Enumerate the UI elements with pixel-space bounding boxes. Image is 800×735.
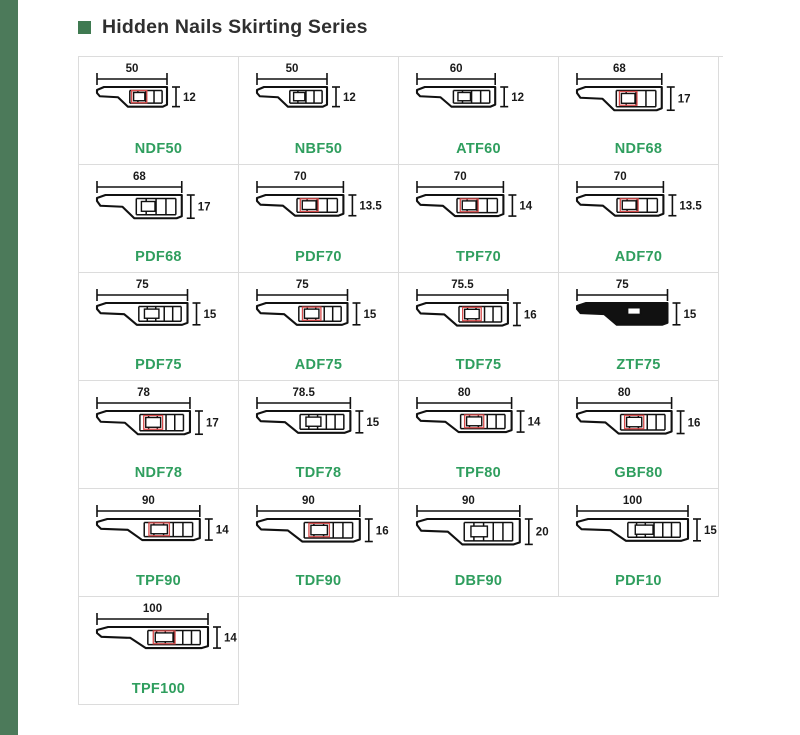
profile-drawing <box>399 61 559 139</box>
profile-drawing <box>79 601 239 679</box>
height-dimension: 13.5 <box>679 200 702 213</box>
height-dimension: 12 <box>183 91 196 104</box>
width-dimension: 90 <box>302 495 315 507</box>
width-dimension: 75 <box>615 279 629 291</box>
product-cell[interactable] <box>399 489 559 597</box>
width-dimension: 75 <box>295 279 309 291</box>
page-title-text: Hidden Nails Skirting Series <box>102 16 368 38</box>
product-code-label: NBF50 <box>294 141 343 157</box>
height-dimension: 20 <box>535 526 549 539</box>
product-cell[interactable] <box>79 273 239 381</box>
width-dimension: 50 <box>125 63 139 75</box>
profile-outline <box>577 303 668 325</box>
height-dimension: 16 <box>687 417 701 430</box>
width-dimension: 70 <box>613 171 627 183</box>
product-code-label: ADF70 <box>614 249 663 265</box>
width-dimension: 75.5 <box>451 279 474 291</box>
profile-drawing <box>559 61 719 139</box>
width-dimension: 70 <box>453 171 467 183</box>
product-cell[interactable] <box>559 57 719 165</box>
profile-drawing <box>79 493 239 571</box>
left-accent-band <box>0 0 18 735</box>
product-code-label: ADF75 <box>294 357 343 373</box>
height-dimension: 13.5 <box>359 200 382 213</box>
width-dimension: 90 <box>462 495 475 507</box>
width-dimension: 100 <box>622 495 643 507</box>
width-dimension: 68 <box>612 63 626 75</box>
height-dimension: 16 <box>375 525 389 538</box>
product-cell[interactable] <box>399 273 559 381</box>
product-code-label: ATF60 <box>456 141 501 157</box>
height-dimension: 17 <box>197 201 211 214</box>
width-dimension: 75 <box>135 279 149 291</box>
profile-drawing <box>239 277 399 355</box>
product-code-label: ZTF75 <box>616 357 661 373</box>
profile-drawing <box>79 61 239 139</box>
height-dimension: 15 <box>203 308 217 321</box>
product-cell[interactable] <box>79 381 239 489</box>
profile-drawing <box>399 385 559 463</box>
product-code-label: TPF80 <box>455 465 501 481</box>
profile-drawing <box>559 385 719 463</box>
product-cell[interactable] <box>239 57 399 165</box>
width-dimension: 78.5 <box>292 387 315 399</box>
product-cell[interactable] <box>239 165 399 273</box>
square-bullet-icon <box>78 21 91 34</box>
content-area <box>30 0 800 735</box>
product-code-label: NDF78 <box>134 465 183 481</box>
product-code-label: TDF90 <box>295 573 342 589</box>
height-dimension: 14 <box>215 524 229 537</box>
product-code-label: TPF70 <box>455 249 501 265</box>
height-dimension: 12 <box>511 91 524 104</box>
product-code-label: PDF75 <box>135 357 182 373</box>
product-code-label: TPF100 <box>131 681 186 697</box>
product-code-label: PDF68 <box>135 249 182 265</box>
width-dimension: 80 <box>617 387 631 399</box>
left-band-gap <box>18 0 30 735</box>
width-dimension: 60 <box>449 63 463 75</box>
product-cell[interactable] <box>559 165 719 273</box>
profile-drawing <box>399 277 559 355</box>
profile-drawing <box>399 493 559 571</box>
height-dimension: 17 <box>677 93 691 106</box>
product-code-label: PDF70 <box>295 249 342 265</box>
profile-drawing <box>239 493 399 571</box>
product-code-label: NDF50 <box>134 141 183 157</box>
height-dimension: 14 <box>527 416 541 429</box>
profile-drawing <box>239 61 399 139</box>
product-code-label: GBF80 <box>614 465 663 481</box>
profile-drawing <box>559 493 719 571</box>
profile-drawing <box>399 169 559 247</box>
height-dimension: 15 <box>683 308 697 321</box>
product-cell[interactable] <box>559 273 719 381</box>
height-dimension: 15 <box>363 308 377 321</box>
product-code-label: PDF10 <box>615 573 662 589</box>
height-dimension: 12 <box>343 91 356 104</box>
width-dimension: 100 <box>142 603 163 615</box>
profile-drawing <box>79 169 239 247</box>
product-cell[interactable] <box>399 57 559 165</box>
product-grid <box>78 56 723 705</box>
profile-drawing <box>559 169 719 247</box>
product-cell[interactable] <box>79 165 239 273</box>
height-dimension: 15 <box>704 524 717 537</box>
product-cell[interactable] <box>79 57 239 165</box>
width-dimension: 80 <box>457 387 471 399</box>
height-dimension: 17 <box>205 417 219 430</box>
product-cell[interactable] <box>79 489 239 597</box>
product-code-label: TPF90 <box>135 573 181 589</box>
height-dimension: 16 <box>523 309 537 322</box>
width-dimension: 90 <box>142 495 155 507</box>
height-dimension: 14 <box>519 200 533 213</box>
product-cell[interactable] <box>239 273 399 381</box>
product-code-label: TDF75 <box>455 357 502 373</box>
product-cell[interactable] <box>239 489 399 597</box>
width-dimension: 70 <box>293 171 307 183</box>
width-dimension: 68 <box>132 171 146 183</box>
product-code-label: DBF90 <box>454 573 503 589</box>
height-dimension: 14 <box>224 632 237 645</box>
product-cell[interactable] <box>399 381 559 489</box>
product-cell[interactable] <box>559 381 719 489</box>
profile-drawing <box>79 277 239 355</box>
product-cell[interactable] <box>79 597 239 705</box>
product-code-label: TDF78 <box>295 465 342 481</box>
height-dimension: 15 <box>366 416 380 429</box>
page-title <box>78 18 368 38</box>
product-cell[interactable] <box>559 489 719 597</box>
product-cell[interactable] <box>399 165 559 273</box>
profile-drawing <box>239 169 399 247</box>
profile-drawing <box>79 385 239 463</box>
product-code-label: NDF68 <box>614 141 663 157</box>
width-dimension: 50 <box>285 63 299 75</box>
profile-drawing <box>239 385 399 463</box>
width-dimension: 78 <box>137 387 150 399</box>
product-cell[interactable] <box>239 381 399 489</box>
profile-drawing <box>559 277 719 355</box>
